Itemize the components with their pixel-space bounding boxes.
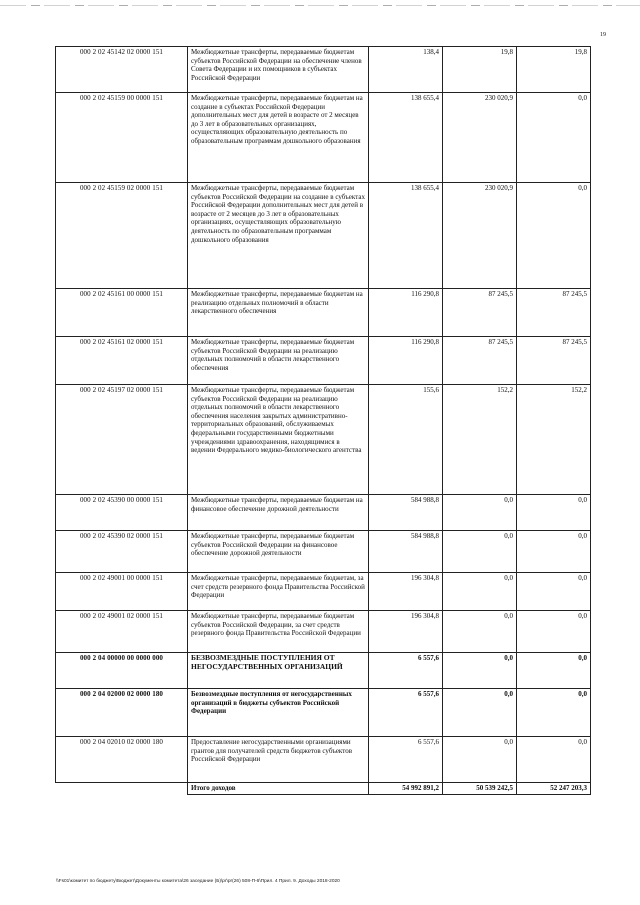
row-value-1: 138,4 [369, 47, 443, 93]
row-code: 000 2 04 02000 02 0000 180 [56, 689, 188, 737]
table-row [56, 531, 591, 573]
row-value-2: 87 245,5 [443, 337, 517, 385]
row-description: БЕЗВОЗМЕЗДНЫЕ ПОСТУПЛЕНИЯ ОТ НЕГОСУДАРСТВЕННЫХ ОРГАНИЗАЦИЙ [188, 653, 369, 689]
row-value-3: 87 245,5 [517, 337, 591, 385]
row-description: Межбюджетные трансферты, передаваемые бюджетам субъектов Российской Федерации на реализацию отдельных полномочий в области лекарственного обеспечения населения закрытых административно-территориальных образований, обслуживаемых федеральными государственными бюджетными учреждениями здравоохранения, находящимися в ведении Федерального медико-биологического агентства [188, 385, 369, 495]
row-value-3: 0,0 [517, 611, 591, 653]
row-description: Межбюджетные трансферты, передаваемые бюджетам субъектов Российской Федерации на финансовое обеспечение дорожной деятельности [188, 531, 369, 573]
table-row [56, 289, 591, 337]
row-value-3: 0,0 [517, 737, 591, 783]
row-value-3: 0,0 [517, 93, 591, 183]
row-value-2: 19,8 [443, 47, 517, 93]
row-code: 000 2 02 45390 02 0000 151 [56, 531, 188, 573]
row-description: Межбюджетные трансферты, передаваемые бюджетам субъектов Российской Федерации, за счет средств резервного фонда Правительства Российской Федерации [188, 611, 369, 653]
table-row [56, 573, 591, 611]
table-row [56, 183, 591, 289]
table-row [56, 385, 591, 495]
row-code: 000 2 02 45161 02 0000 151 [56, 337, 188, 385]
row-code: 000 2 04 00000 00 0000 000 [56, 653, 188, 689]
row-description: Межбюджетные трансферты, передаваемые бюджетам, за счет средств резервного фонда Правительства Российской Федерации [188, 573, 369, 611]
row-description: Межбюджетные трансферты, передаваемые бюджетам на создание в субъектах Российской Федерации дополнительных мест для детей в возрасте от 2 месяцев до 3 лет в образовательных организациях, осуществляющих образовательную деятельность по образовательным программам дошкольного образования [188, 93, 369, 183]
row-value-1: 138 655,4 [369, 93, 443, 183]
row-code: 000 2 02 45197 02 0000 151 [56, 385, 188, 495]
row-value-3: 0,0 [517, 573, 591, 611]
row-description: Межбюджетные трансферты, передаваемые бюджетам субъектов Российской Федерации на создание в субъектах Российской Федерации дополнительных мест для детей в возрасте от 2 месяцев до 3 лет в образовательных организациях, осуществляющих образовательную деятельность по образовательным программам дошкольного образования [188, 183, 369, 289]
row-code: 000 2 02 49001 02 0000 151 [56, 611, 188, 653]
row-value-1: 196 304,8 [369, 611, 443, 653]
row-value-3: 0,0 [517, 495, 591, 531]
table-row [56, 47, 591, 93]
row-code: 000 2 02 45159 00 0000 151 [56, 93, 188, 183]
row-value-3: 0,0 [517, 531, 591, 573]
row-value-1: 138 655,4 [369, 183, 443, 289]
row-value-2: 0,0 [443, 737, 517, 783]
total-row [56, 783, 591, 795]
file-path-footer: \\Fs01\комитет по бюджету\Бюджет\Документы комитета\26 заседание (Б)\pr\pr(26) 508-П-6\Прил. 4 Прил. 9. Доходы 2018-2020 [56, 879, 340, 884]
row-description: Безвозмездные поступления от негосударственных организаций в бюджеты субъектов Российской Федерации [188, 689, 369, 737]
row-value-3: 0,0 [517, 183, 591, 289]
row-value-1: 155,6 [369, 385, 443, 495]
table-row [56, 737, 591, 783]
row-value-1: 584 988,8 [369, 495, 443, 531]
table-row [56, 495, 591, 531]
row-value-2: 0,0 [443, 689, 517, 737]
row-value-2: 0,0 [443, 573, 517, 611]
row-value-3: 0,0 [517, 653, 591, 689]
row-value-2: 152,2 [443, 385, 517, 495]
row-description: Межбюджетные трансферты, передаваемые бюджетам субъектов Российской Федерации на реализацию отдельных полномочий в области лекарственного обеспечения [188, 337, 369, 385]
row-value-3: 0,0 [517, 689, 591, 737]
total-value-2: 50 539 242,5 [443, 783, 517, 795]
total-label: Итого доходов [188, 783, 369, 795]
row-value-3: 152,2 [517, 385, 591, 495]
row-value-1: 116 290,8 [369, 289, 443, 337]
row-value-2: 0,0 [443, 611, 517, 653]
table-row [56, 337, 591, 385]
row-value-1: 196 304,8 [369, 573, 443, 611]
row-description: Межбюджетные трансферты, передаваемые бюджетам на финансовое обеспечение дорожной деятельности [188, 495, 369, 531]
revenue-table-body [56, 47, 591, 783]
total-value-1: 54 992 891,2 [369, 783, 443, 795]
row-value-2: 230 020,9 [443, 93, 517, 183]
row-value-1: 6 557,6 [369, 737, 443, 783]
row-code: 000 2 02 45390 00 0000 151 [56, 495, 188, 531]
revenue-table [55, 46, 591, 795]
row-code: 000 2 02 45161 00 0000 151 [56, 289, 188, 337]
table-row [56, 653, 591, 689]
row-value-2: 87 245,5 [443, 289, 517, 337]
row-value-1: 6 557,6 [369, 653, 443, 689]
table-row [56, 689, 591, 737]
row-code: 000 2 02 49001 00 0000 151 [56, 573, 188, 611]
table-row [56, 611, 591, 653]
row-description: Межбюджетные трансферты, передаваемые бюджетам субъектов Российской Федерации на обеспечение членов Совета Федерации и их помощников в субъектах Российской Федерации [188, 47, 369, 93]
row-value-1: 116 290,8 [369, 337, 443, 385]
row-value-2: 230 020,9 [443, 183, 517, 289]
total-value-3: 52 247 203,3 [517, 783, 591, 795]
row-code: 000 2 02 45142 02 0000 151 [56, 47, 188, 93]
row-value-1: 6 557,6 [369, 689, 443, 737]
row-value-3: 19,8 [517, 47, 591, 93]
scan-top-edge [0, 5, 640, 6]
row-description: Предоставление негосударственными организациями грантов для получателей средств бюджетов субъектов Российской Федерации [188, 737, 369, 783]
row-code: 000 2 04 02010 02 0000 180 [56, 737, 188, 783]
row-code: 000 2 02 45159 02 0000 151 [56, 183, 188, 289]
row-value-3: 87 245,5 [517, 289, 591, 337]
row-description: Межбюджетные трансферты, передаваемые бюджетам на реализацию отдельных полномочий в области лекарственного обеспечения [188, 289, 369, 337]
total-row-blank [56, 783, 188, 795]
page-number: 19 [600, 32, 606, 38]
row-value-1: 584 988,8 [369, 531, 443, 573]
row-value-2: 0,0 [443, 495, 517, 531]
table-row [56, 93, 591, 183]
row-value-2: 0,0 [443, 531, 517, 573]
row-value-2: 0,0 [443, 653, 517, 689]
